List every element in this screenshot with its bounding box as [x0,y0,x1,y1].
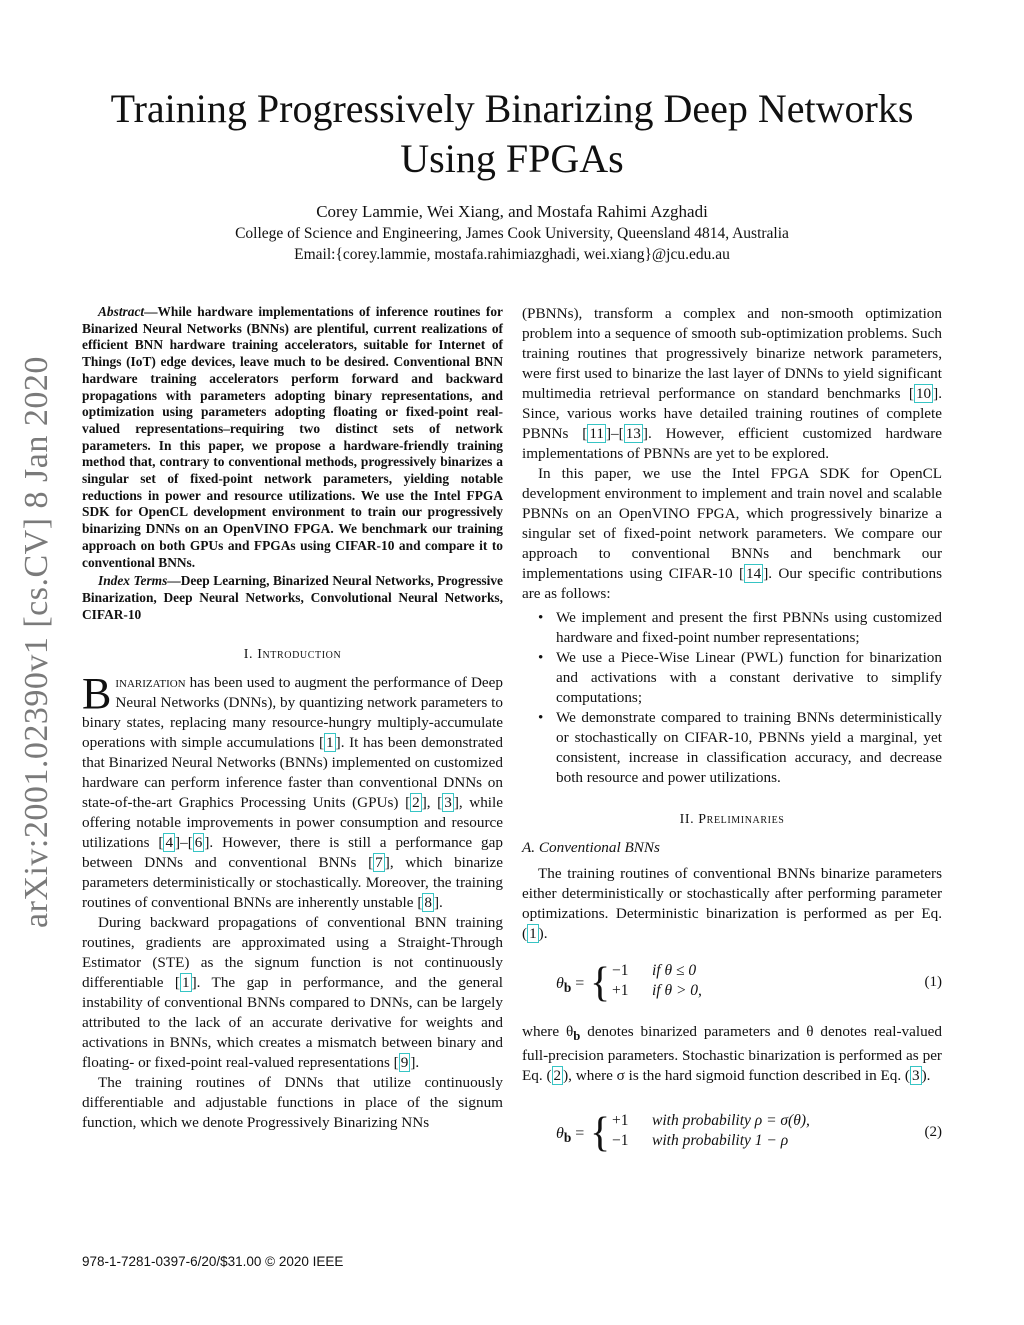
equation-lhs [556,1124,584,1148]
case-condition: with probability 1 − ρ [652,1132,789,1150]
citation-link[interactable]: 6 [194,834,203,852]
text-run: . The gap in performance, and the general instability of conventional BNNs compared to DNNs, can be largely attributed to the lack of an accurate derivative for weights and activations in BNNs, which creates a mismatch between binary and floating- or fixed-point real-valued representations [82,974,503,1072]
citation-link[interactable]: 10 [915,385,932,402]
left-column [82,304,503,1133]
citation-link[interactable]: 8 [424,894,432,912]
text-run: In this paper, we use the Intel FPGA SDK for OpenCL development environment to implement and train novel and scalable PBNNs on an OpenVINO FPGA, which progressively binarize a singular set of fixed-point network parameters. We compare our approach to conventional BNNs and benchmark our implementations using CIFAR-10 [522,465,942,582]
title-line-1: Training Progressively Binarizing Deep Networks [110,86,914,131]
case-condition: if θ > 0, [652,982,702,999]
citation-link[interactable]: 3 [444,794,452,812]
theta-symbol: θ [556,1125,564,1143]
citation-link[interactable]: 9 [400,1054,409,1072]
email: Email:{corey.lammie, mostafa.rahimiazghadi, wei.xiang}@jcu.edu.au [294,246,730,263]
contributions-list [522,608,942,788]
subscript: b [563,1130,572,1146]
copyright-footer: 978-1-7281-0397-6/20/$31.00 © 2020 IEEE [82,1254,344,1269]
text-run: , [426,794,438,812]
citation-link[interactable]: 13 [625,425,641,442]
index-terms [82,573,503,623]
citation-link[interactable]: 7 [375,854,383,872]
theta-symbol: θ [556,975,564,992]
citation-link[interactable]: 4 [165,834,174,852]
text-run: ). [921,1067,931,1085]
section-heading-introduction [82,645,503,665]
text-run: ). [538,925,548,942]
list-item-text: We use a Piece-Wise Linear (PWL) function for binarization and activations with a constant derivative to simplify computations; [556,649,942,706]
left-brace-icon: { [590,1110,611,1157]
right-paragraph-4 [522,1022,942,1086]
text-run: – [180,834,188,852]
equation-1 [522,958,942,1014]
paper-title [60,84,964,184]
section-numeral: II. [679,812,695,827]
left-brace-icon: { [590,960,611,1006]
citation-link[interactable]: 1 [181,974,190,992]
text-run: . [439,894,443,912]
equation-case-2 [612,1131,788,1151]
text-run: (PBNNs), transform a complex and non-smooth optimization problem into a sequence of smooth sub-optimization problems. Such training routines that progressively binarize network parameters, were first used to binarize the last layer of DNNs to yield significant multimedia retrieval performance on standard benchmarks [522,305,942,402]
equation-case-2 [612,981,702,1001]
abstract [82,304,503,571]
bullet-icon: • [538,649,544,666]
subsection-heading: A. Conventional BNNs [522,839,660,856]
equation-lhs [556,974,584,998]
affiliation: College of Science and Engineering, James Cook University, Queensland 4814, Australia [235,225,789,242]
text-run: . Since, various works have detailed training routines of complete PBNNs [522,385,942,442]
equation-ref-link[interactable]: 3 [912,1067,920,1085]
equation-case-1 [612,961,696,981]
right-paragraph-1: (PBNNs), transform a complex and non-smooth optimization problem into a sequence of smooth sub-optimization problems. Such training routines that progressively binarize network parameters, were first used to binarize the last layer of DNNs to yield significant multimedia retrieval performance on standard benchmarks [ 10 ]. Since, various works have detailed training routines of complete PBNNs [ 11 ]–[ 13 ]. However, efficient customized hardware implementations of PBNNs are yet to be explored. [522,305,942,462]
text-run: During backward propagations of conventional BNN training routines, gradients are approximated using a Straight-Through Estimator (STE) as the signum function is not continuously differentiable [82,914,503,992]
text-run: ), where σ is the hard sigmoid function described in Eq. ( [563,1067,910,1085]
abstract-lead: Abstract [98,304,145,319]
list-item-text: We implement and present the first PBNNs using customized hardware and fixed-point number representations; [556,609,942,646]
equation-number: (2) [924,1124,942,1141]
subscript: b [563,980,572,996]
equals-sign: = [571,1125,585,1143]
citation-link[interactable]: 1 [326,734,334,752]
equation-case-1 [612,1111,810,1131]
citation-link[interactable]: 2 [412,794,420,812]
text-run: The training routines of conventional BNNs binarize parameters either deterministically or stochastically after performing parameter optimizations. Deterministic binarization is performed as per Eq. ( [522,865,942,942]
case-value: +1 [612,982,629,999]
citation-link[interactable]: 14 [746,565,762,582]
title-line-2: Using FPGAs [400,136,624,181]
equation-number: (1) [924,974,942,990]
list-item [522,608,942,648]
bullet-icon: • [538,709,544,726]
drop-cap: B [82,669,112,719]
case-value: −1 [612,1132,629,1150]
text-run: , while offering notable improvements in power consumption and resource utilizations [82,794,503,852]
case-condition: if θ ≤ 0 [652,962,697,979]
equals-sign: = [571,975,585,992]
section-title: Preliminaries [698,812,785,827]
section-numeral: I. [243,647,254,663]
intro-paragraph-3: The training routines of DNNs that utilize continuously differentiable and adjustable functions in place of the signum function, which we denote Progressively Binarizing NNs [82,1074,503,1132]
arxiv-identifier: arXiv:2001.02390v1 [cs.CV] 8 Jan 2020 [18,356,55,928]
first-word: inarization [115,674,186,692]
abstract-text: —While hardware implementations of inference routines for Binarized Neural Networks (BNNs) are plentiful, current realizations of efficient BNN hardware training accelerators, suitable for Internet of Things (IoT) edge devices, leave much to be desired. Conventional BNN hardware training accelerators perform forward and backward propagations with parameters adopting binary representations, and optimization using parameters adopting floating or fixed-point real-valued representations–requiring two distinct sets of network parameters. In this paper, we propose a hardware-friendly training method that, contrary to conventional methods, progressively binarizes a singular set of fixed-point network parameters, yielding notable reductions in power and resource utilizations. We use the Intel FPGA SDK for OpenCL development environment to train our progressively binarizing DNNs on an OpenVINO FPGA. We benchmark our training approach on both GPUs and FPGAs using CIFAR-10 and compare it to conventional BNNs. [82,304,503,570]
text-run: has been used to augment the performance of Deep Neural Networks (DNNs), by quantizing network parameters to binary states, replacing many resource-hungry multiply-accumulate operations with simple accumulations [82,674,503,752]
bullet-icon: • [538,609,544,626]
text-run: . Our specific contributions are as follows: [522,565,943,602]
text-run: . [415,1054,420,1072]
list-item [522,648,942,708]
text-run: denotes binarized parameters and θ denotes real-valued full-precision parameters. Stochastic binarization is performed as per Eq. ( [522,1023,942,1085]
list-item [522,708,942,788]
list-item-text: We demonstrate compared to training BNNs deterministically or stochastically on CIFAR-10, PBNNs yield a marginal, yet consistent, increase in classification accuracy, and decrease both resource and power utilizations. [556,709,942,786]
intro-paragraph-1: Binarization has been used to augment the performance of Deep Neural Networks (DNNs), by quantizing network parameters to binary states, replacing many resource-hungry multiply-accumulate operations with simple accumulations [ 1 ]. It has been demonstrated that Binarized Neural Networks (BNNs) implemented on customized hardware can perform inference faster than conventional DNNs on state-of-the-art Graphics Processing Units (GPUs) [ 2 ], [ 3 ], while offering notable improvements in power consumption and resource utilizations [ 4 ]–[ 6 ]. However, there is still a performance gap between DNNs and conventional BNNs [ 7 ], which binarize parameters deterministically or stochastically. Moreover, the training routines of conventional BNNs are inherently unstable [ 8 ]. [82,669,504,912]
text-run: . However, efficient customized hardware implementations of PBNNs are yet to be explored. [522,425,942,462]
case-condition: with probability ρ = σ(θ), [652,1112,810,1130]
authors: Corey Lammie, Wei Xiang, and Mostafa Rahimi Azghadi [316,202,708,221]
right-column [522,304,942,1172]
index-terms-lead: Index Terms [98,573,168,589]
text-run: . It has been demonstrated that Binarized Neural Networks (BNNs) implemented on customized hardware can perform inference faster than conventional DNNs on state-of-the-art Graphics Processing Units (GPUs) [82,734,504,812]
equation-ref-link[interactable]: 2 [553,1067,562,1085]
section-heading-preliminaries [522,810,942,830]
case-value: +1 [612,1112,629,1130]
subscript: b [573,1029,581,1044]
citation-link[interactable]: 11 [589,425,604,442]
section-title: Introduction [257,647,342,663]
text-run: where θ [522,1023,574,1040]
intro-paragraph-2: During backward propagations of conventional BNN training routines, gradients are approximated using a Straight-Through Estimator (STE) as the signum function is not continuously differentiable [ 1 ]. The gap in performance, and the general instability of conventional BNNs compared to DNNs, can be largely attributed to the lack of an accurate derivative for weights and activations in BNNs, which creates a mismatch between binary and floating- or fixed-point real-valued representations [ 9 ]. [82,914,503,1072]
index-terms-text: —Deep Learning, Binarized Neural Networks, Progressive Binarization, Deep Neural Networks, Convolutional Neural Networks, CIFAR-10 [82,573,503,622]
text-run: . However, there is still a performance gap between DNNs and conventional BNNs [82,834,503,872]
right-paragraph-2: In this paper, we use the Intel FPGA SDK for OpenCL development environment to implement and train novel and scalable PBNNs on an OpenVINO FPGA, which progressively binarize a singular set of fixed-point network parameters. We compare our approach to conventional BNNs and benchmark our implementations using CIFAR-10 [ 14 ]. Our specific contributions are as follows: [522,465,943,602]
right-paragraph-3 [522,864,942,944]
text-run: , which binarize parameters deterministically or stochastically. Moreover, the training routines of conventional BNNs are inherently unstable [82,854,503,912]
case-value: −1 [612,962,629,979]
equation-2 [522,1108,942,1164]
equation-ref-link[interactable]: 1 [529,925,537,942]
text-run: – [611,425,619,442]
